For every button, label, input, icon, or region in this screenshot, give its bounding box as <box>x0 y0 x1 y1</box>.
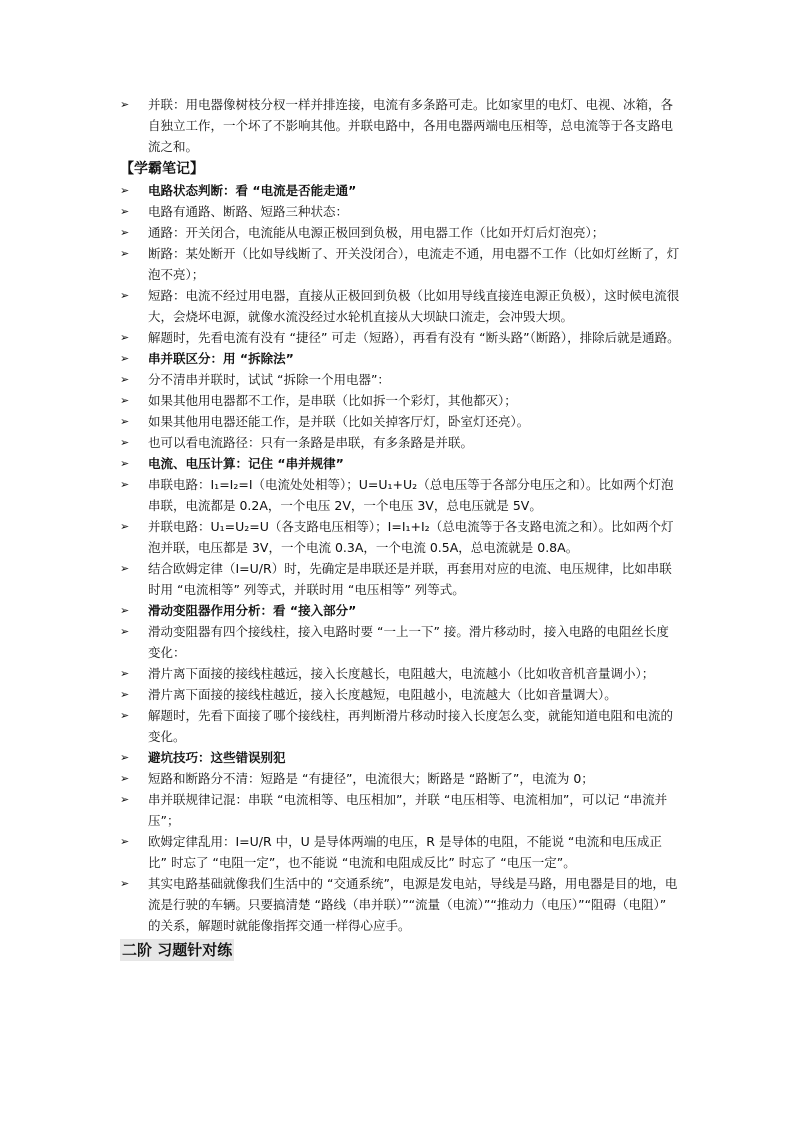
note-item-text: 滑片离下面接的接线柱越远，接入长度越长，电阻越大，电流越小（比如收音机音量调小）； <box>148 666 655 681</box>
note-item-text: 分不清串并联时，试试 “拆除一个用电器”： <box>148 372 390 387</box>
note-item-text: 短路：电流不经过用电器，直接从正极回到负极（比如用导线直接连电源正负极），这时候电流很大，会烧坏电源，就像水流没经过水轮机直接从大坝缺口流走，会冲毁大坝。 <box>148 288 680 324</box>
arrow-bullet-icon: ➢ <box>120 751 130 764</box>
arrow-bullet-icon: ➢ <box>120 226 130 239</box>
arrow-bullet-icon: ➢ <box>120 331 130 344</box>
note-item <box>120 327 680 348</box>
note-item-text: 滑动变阻器有四个接线柱，接入电路时要 “一上一下” 接。滑片移动时，接入电路的电阻丝长度变化： <box>148 624 669 660</box>
arrow-bullet-icon: ➢ <box>120 709 130 722</box>
note-subheading-item <box>120 180 680 201</box>
notes-list <box>120 180 680 936</box>
note-item-text: 短路和断路分不清：短路是 “有捷径”，电流很大；断路是 “路断了”，电流为 0； <box>148 771 594 786</box>
note-item <box>120 243 680 285</box>
note-item-text: 如果其他用电器还能工作，是并联（比如关掉客厅灯，卧室灯还亮）。 <box>148 414 530 429</box>
note-item <box>120 705 680 747</box>
arrow-bullet-icon: ➢ <box>120 667 130 680</box>
note-item <box>120 873 680 936</box>
note-subheading-item <box>120 600 680 621</box>
note-item-text: 解题时，先看下面接了哪个接线柱，再判断滑片移动时接入长度怎么变，就能知道电阻和电流的变化。 <box>148 708 674 744</box>
arrow-bullet-icon: ➢ <box>120 352 130 365</box>
note-item-text: 通路：开关闭合，电流能从电源正极回到负极，用电器工作（比如开灯后灯泡亮）； <box>148 225 605 240</box>
arrow-bullet-icon: ➢ <box>120 835 130 848</box>
note-item <box>120 432 680 453</box>
note-item-text: 如果其他用电器都不工作，是串联（比如拆一个彩灯，其他都灭）； <box>148 393 517 408</box>
note-item-text: 并联电路：U₁=U₂=U（各支路电压相等）；I=I₁+I₂（总电流等于各支路电流之和）。比如两个灯泡并联，电压都是 3V，一个电流 0.3A，一个电流 0.5A，总电流就是 0.8A。 <box>148 519 674 555</box>
arrow-bullet-icon: ➢ <box>120 205 130 218</box>
note-subheading-item <box>120 453 680 474</box>
arrow-bullet-icon: ➢ <box>120 436 130 449</box>
note-item-text: 其实电路基础就像我们生活中的 “交通系统”，电源是发电站，导线是马路，用电器是目的地，电流是行驶的车辆。只要搞清楚 “路线（串并联）”“流量（电流）”“推动力（电压）”“阻碍（电阻）” 的关系，解题时就能像指挥交通一样得心应手。 <box>148 876 678 933</box>
note-item-text: 解题时，先看电流有没有 “捷径” 可走（短路），再看有没有 “断头路”（断路），排除后就是通路。 <box>148 330 680 345</box>
note-item-text: 也可以看电流路径：只有一条路是串联，有多条路是并联。 <box>148 435 474 450</box>
arrow-bullet-icon: ➢ <box>120 247 130 260</box>
note-item <box>120 390 680 411</box>
arrow-bullet-icon: ➢ <box>120 184 130 197</box>
arrow-bullet-icon: ➢ <box>120 394 130 407</box>
note-subheading-item <box>120 747 680 768</box>
arrow-bullet-icon: ➢ <box>120 415 130 428</box>
note-item <box>120 285 680 327</box>
note-subheading-text: 电路状态判断：看 “电流是否能走通” <box>148 183 357 198</box>
arrow-bullet-icon: ➢ <box>120 289 130 302</box>
note-item <box>120 663 680 684</box>
note-item <box>120 684 680 705</box>
arrow-bullet-icon: ➢ <box>120 625 130 638</box>
arrow-bullet-icon: ➢ <box>120 688 130 701</box>
note-item <box>120 411 680 432</box>
arrow-bullet-icon: ➢ <box>120 98 130 111</box>
section-title: 二阶 习题针对练 <box>122 941 233 959</box>
intro-item <box>120 94 680 157</box>
document-page <box>120 94 680 961</box>
note-item <box>120 558 680 600</box>
arrow-bullet-icon: ➢ <box>120 793 130 806</box>
note-item <box>120 474 680 516</box>
note-subheading-text: 电流、电压计算：记住 “串并规律” <box>148 456 344 471</box>
note-item-text: 断路：某处断开（比如导线断了、开关没闭合），电流走不通，用电器不工作（比如灯丝断了，灯泡不亮）； <box>148 246 680 282</box>
note-subheading-text: 避坑技巧：这些错误别犯 <box>148 750 286 765</box>
arrow-bullet-icon: ➢ <box>120 604 130 617</box>
note-item-text: 滑片离下面接的接线柱越近，接入长度越短，电阻越小，电流越大（比如音量调大）。 <box>148 687 617 702</box>
note-item-text: 欧姆定律乱用：I=U/R 中，U 是导体两端的电压，R 是导体的电阻，不能说 “电流和电压成正比” 时忘了 “电阻一定”，也不能说 “电流和电阻成反比” 时忘了 “电压一定”。 <box>148 834 662 870</box>
notes-heading: 【学霸笔记】 <box>120 161 204 177</box>
note-subheading-text: 滑动变阻器作用分析：看 “接入部分” <box>148 603 357 618</box>
note-item <box>120 768 680 789</box>
note-item-text: 电路有通路、断路、短路三种状态： <box>148 204 349 219</box>
note-item <box>120 516 680 558</box>
note-item <box>120 621 680 663</box>
note-item-text: 结合欧姆定律（I=U/R）时，先确定是串联还是并联，再套用对应的电流、电压规律，比如串联时用 “电流相等” 列等式，并联时用 “电压相等” 列等式。 <box>148 561 672 597</box>
arrow-bullet-icon: ➢ <box>120 373 130 386</box>
arrow-bullet-icon: ➢ <box>120 772 130 785</box>
intro-item-text: 并联：用电器像树枝分杈一样并排连接，电流有多条路可走。比如家里的电灯、电视、冰箱，各自独立工作，一个坏了不影响其他。并联电路中，各用电器两端电压相等，总电流等于各支路电流之和。 <box>148 97 674 154</box>
arrow-bullet-icon: ➢ <box>120 562 130 575</box>
note-item <box>120 201 680 222</box>
note-subheading-item <box>120 348 680 369</box>
note-subheading-text: 串并联区分：用 “拆除法” <box>148 351 294 366</box>
arrow-bullet-icon: ➢ <box>120 877 130 890</box>
note-item <box>120 789 680 831</box>
note-item <box>120 369 680 390</box>
arrow-bullet-icon: ➢ <box>120 520 130 533</box>
arrow-bullet-icon: ➢ <box>120 478 130 491</box>
arrow-bullet-icon: ➢ <box>120 457 130 470</box>
note-item <box>120 831 680 873</box>
note-item <box>120 222 680 243</box>
note-item-text: 串并联规律记混：串联 “电流相等、电压相加”，并联 “电压相等、电流相加”，可以记 “串流并压”； <box>148 792 668 828</box>
note-item-text: 串联电路：I₁=I₂=I（电流处处相等）；U=U₁+U₂（总电压等于各部分电压之和）。比如两个灯泡串联，电流都是 0.2A，一个电压 2V，一个电压 3V，总电压就是 5V。 <box>148 477 674 513</box>
